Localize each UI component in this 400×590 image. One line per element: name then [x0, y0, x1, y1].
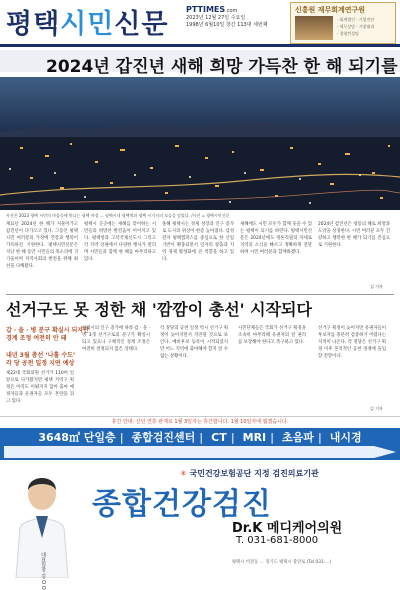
ad-service-item: CT [211, 431, 227, 444]
article-byline: 김 기자 [370, 284, 383, 289]
photo-caption: 사진은 2023 평택 시민의 마음속에 빛나는 평택 야경 … 평택시내 평택역과 평택 시가지의 모습을 담았다. /사진 = 평택시민신문 [6, 213, 230, 218]
lead-headline[interactable]: 2024년 갑진년 새해 희망 가득찬 한 해 되기를 [46, 57, 398, 77]
ad-service-item: MRI [242, 431, 267, 444]
article-column: 평택시 곳곳에는 새해를 맞이하는 시민들의 희망찬 발걸음이 이어지고 있다. 평택항과 고덕국제신도시 그리고 각 지역 상권에서 다양한 행사가 열리며 시민들과 함께 한 해를 마무리하고 있다. [84, 222, 156, 262]
issue-info: PTTIMES.com 2023년 12월 27일 수요일 1998년 6월10일 창간 113대 세번째 [186, 5, 268, 28]
article-column: 새해에도 시민 모두가 함께 웃을 수 있는 평택이 되기를 바란다. 평택시민신문은 2024년에도 정론직필의 자세로 지역의 소식을 빠르고 정확하게 전달하며 시민 여러분과 함께하겠다. [240, 222, 312, 255]
article-column: 평택시의 인구 증가에 따라 갑 · 을 · 병 3개 선거구로의 분구가 확실시 되고 있으나 구체적인 경계 조정은 여전히 결정되지 않은 상태다. [82, 326, 150, 352]
header-ad-line: · 회계법인 · 기업진단 [337, 17, 375, 22]
doctor-name: 대표원장 김 O O [40, 552, 46, 590]
section-divider [6, 294, 394, 295]
header-ad-title: 신흥원 재무회계연구원 [295, 6, 366, 14]
issue-date: 2023년 12월 27일 수요일 [186, 15, 246, 21]
article-subhead: 경계 조정 여전히 안 돼 [6, 335, 67, 342]
clinic-name: Dr.K 메디케어의원 [232, 521, 343, 536]
ad-service-item: 초음파 [282, 431, 314, 444]
article-column: 선거구 획정이 늦어지면 유권자들이 후보자를 충분히 검증하기 어렵다는 지적이 나온다. 각 정당은 선거구 획정 이후 본격적인 공천 경쟁에 돌입할 전망이다. [318, 326, 386, 359]
ad-arrow-band [4, 446, 396, 458]
ad-service-item: 3648㎡ 단일층 [38, 431, 116, 444]
issue-number: 1998년 6월10일 창간 113대 세번째 [186, 22, 268, 28]
article-headline[interactable]: 선거구도 못 정한 채 '깜깜이 총선' 시작되다 [6, 300, 312, 319]
holiday-notice: 휴간 안내: 신년 연휴 관계로 1월 3일자는 휴간합니다. 1월 10일자에 뵙겠습니다. [0, 416, 400, 428]
article-column: 시민단체들은 국회가 선거구 획정을 조속히 마무리해 유권자의 알 권리를 보장해야 한다고 촉구하고 있다. [238, 326, 306, 345]
header-ad-line: · 세무상담 · 기장대리 [337, 24, 375, 29]
clinic-address: 평택시 비전동 … 경기도 평택시 중앙로 (Tel 031-…) [232, 560, 332, 565]
ad-title: 종합건강검진 [92, 487, 272, 522]
article-column: 제22대 국회의원 선거가 110여 일 앞으로 다가왔지만 평택 지역구 획정은 아직도 이뤄지지 않아 출마 예정자들과 유권자들 모두 혼란을 겪고 있다. [6, 371, 74, 404]
header-ad [290, 2, 396, 44]
article-column: 2024년 갑진년은 청룡의 해로 희망과 도약을 상징한다. 시민 여러분 모두 건강하고 행복한 한 해가 되기를 진심으로 기원한다. [318, 222, 390, 248]
brand: PTTIMES [186, 5, 226, 14]
ad-service-item: 내시경 [329, 431, 362, 444]
header-ad-line: · 경영컨설팅 [337, 31, 359, 36]
article-column: 계묘년 2024년 한 해가 저물어가고 갑진년이 다가오고 있다. 그동안 평택시민 여러분의 가정에 건강과 행복이 가득하길 기원한다. 평택시민신문은 지난 한 해 동안 시민들의 목소리에 귀 기울이며 지역사회의 발전을 위해 최선을 다해왔다. [6, 222, 78, 269]
article-subhead: 각 당 공천 일정 지연 예상 [6, 360, 75, 367]
article-subhead: 갑 · 을 · 병 분구 확실시 되자만 [6, 327, 89, 334]
ad-designation: ✳ 국민건강보험공단 지정 검진의료기관 [180, 469, 319, 478]
city-night-photo [0, 77, 400, 210]
article-column: 올해 평택시는 경제 성장과 인구 증가로 도시의 위상이 한층 높아졌다. 삼성전자 평택캠퍼스를 중심으로 한 산업 기반이 확충되면서 일자리 창출과 지역 경제 활성화에 큰 역할을 하고 있다. [162, 222, 234, 262]
article-subhead: 내년 3월 총선 ‘나홀 수도’ [6, 352, 76, 359]
ad-star-icon: ✳ [180, 469, 190, 478]
clinic-phone[interactable]: T. 031-681-8000 [236, 535, 319, 546]
ad-service-item: 종합검진센터 [131, 431, 196, 444]
newspaper-logo: 평택시민신문 [6, 9, 169, 40]
article-column: 각 정당의 공천 일정 역시 선거구 획정이 늦어지면서 지연될 것으로 보인다. 예비후보 등록이 시작되었지만 어느 지역에 출마해야 할지 알 수 없는 상황이다. [160, 326, 228, 359]
ad-service-list: 3648㎡ 단일층 | 종합검진센터 | CT | MRI | 초음파 | 내시경 [38, 431, 362, 444]
masthead-rule [0, 44, 400, 47]
header-ad-image [295, 16, 333, 40]
article-byline: 김 기자 [370, 406, 383, 411]
